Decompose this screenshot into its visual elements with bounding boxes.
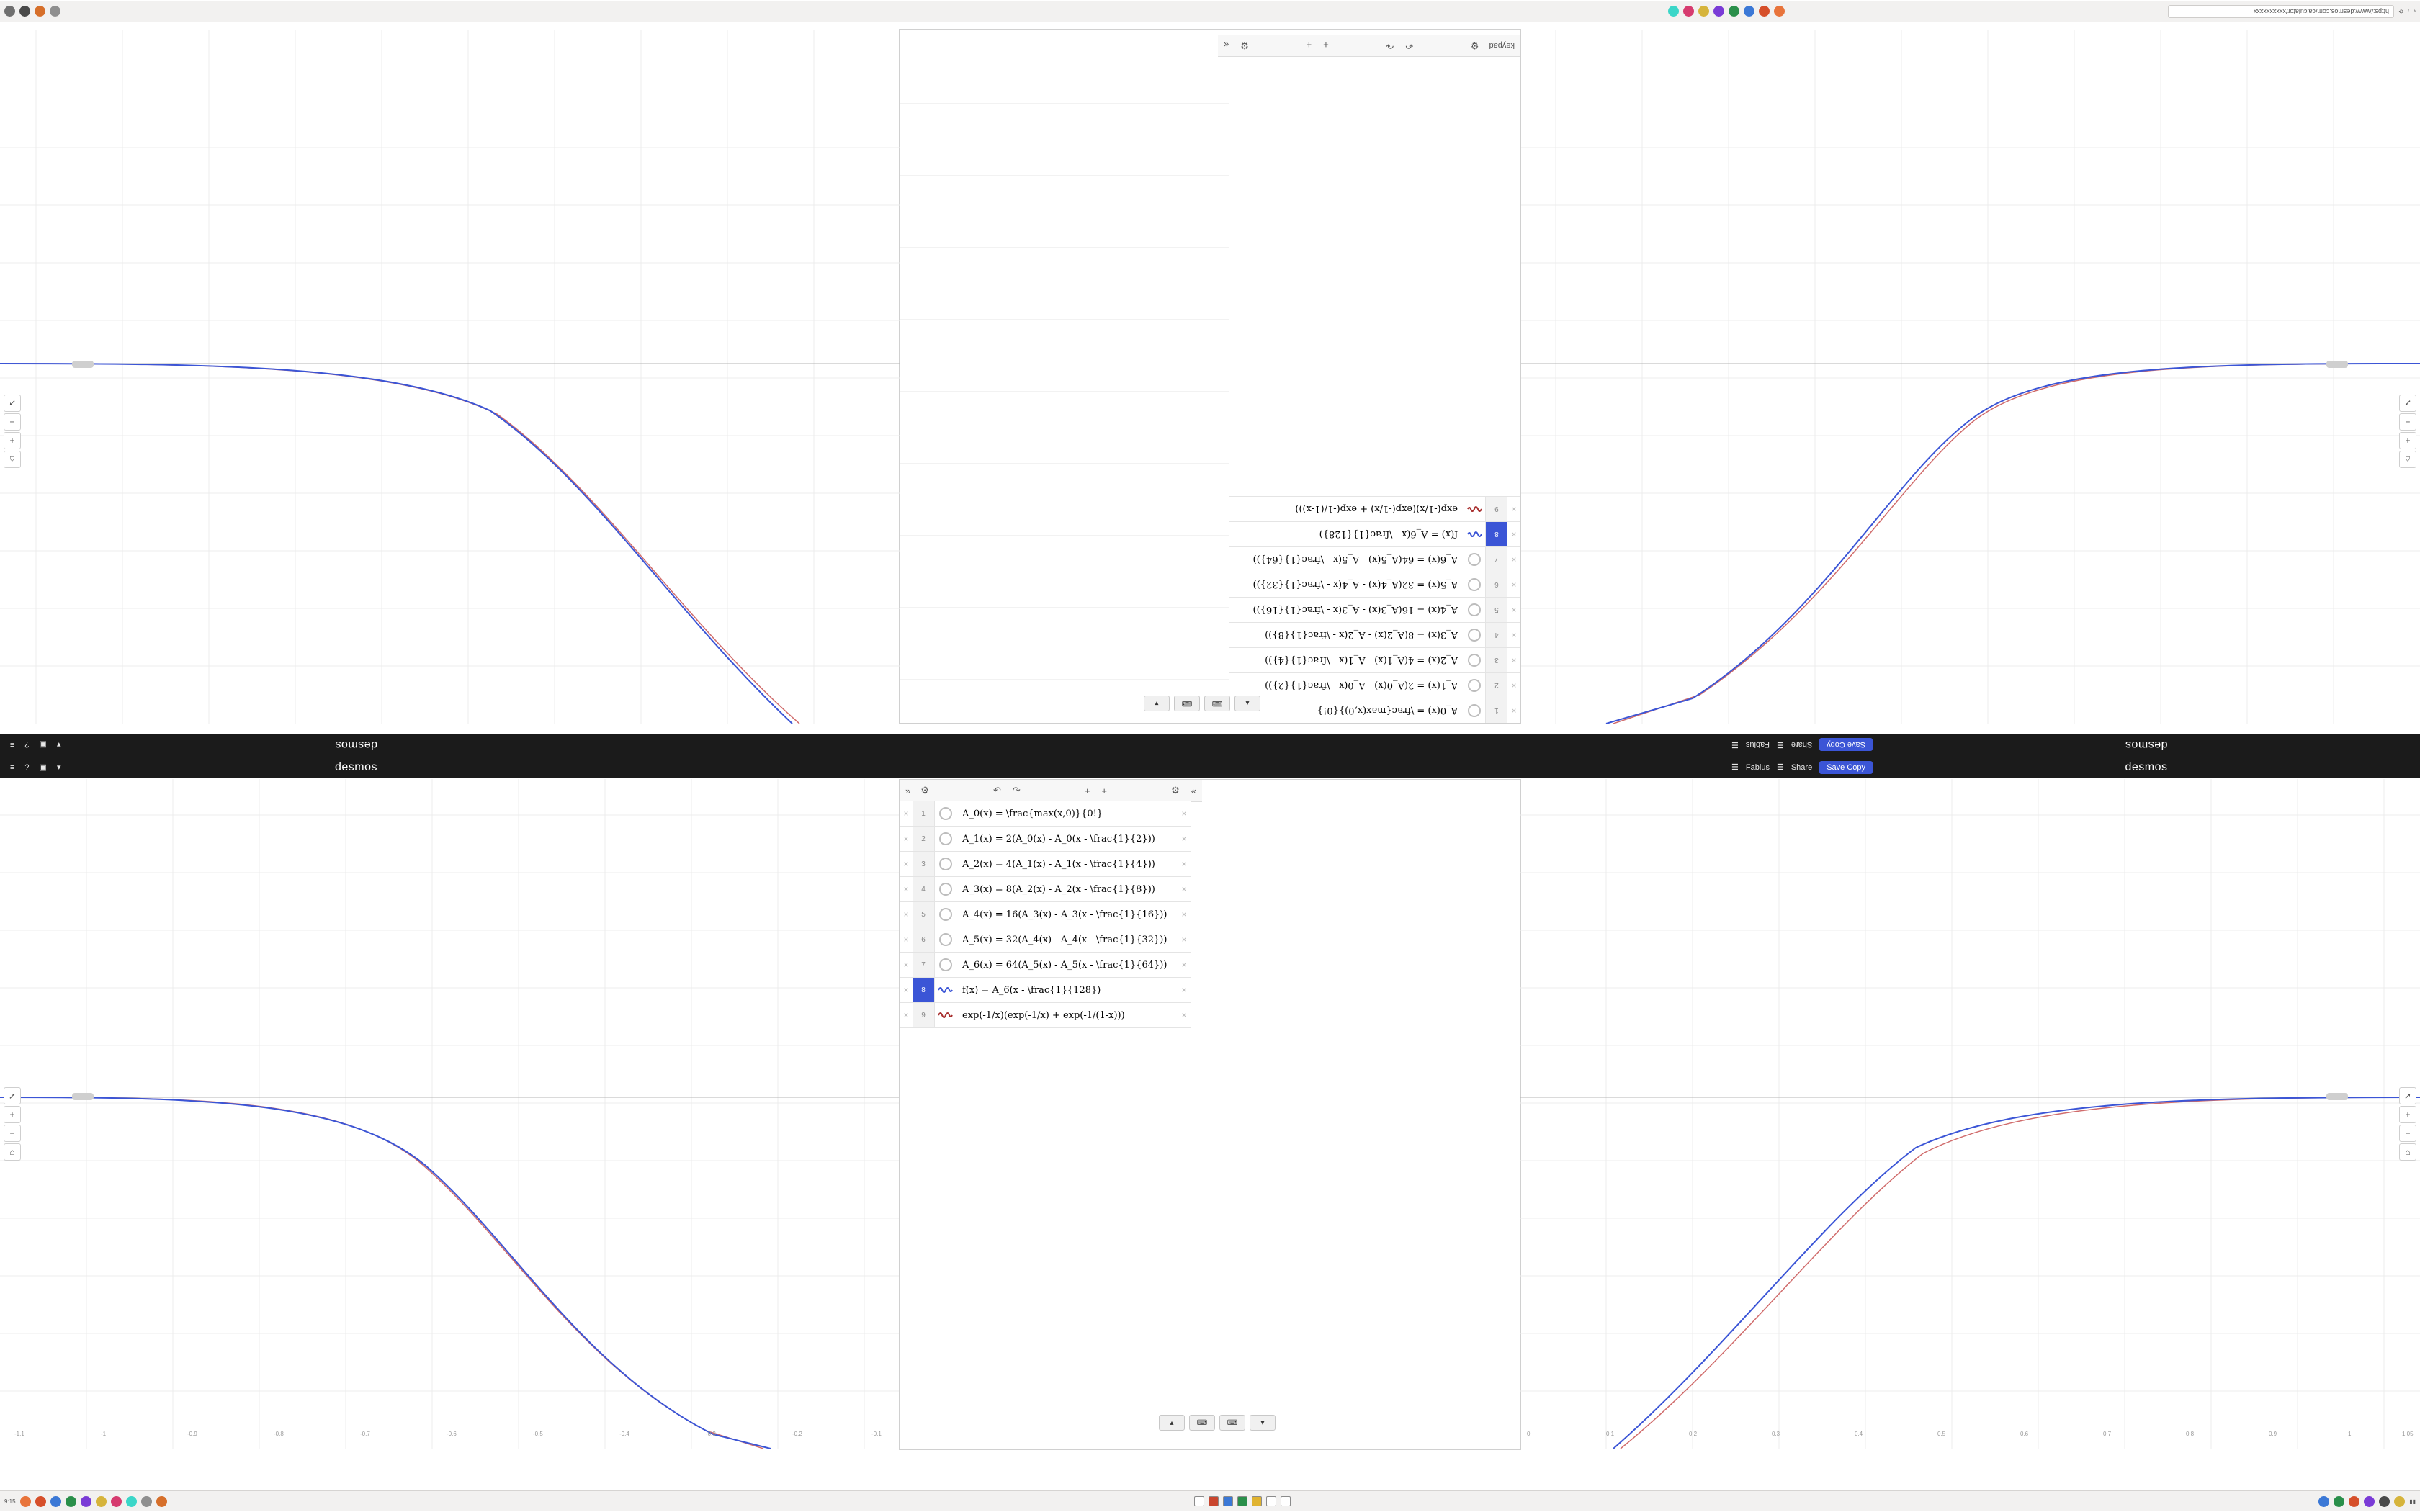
add-expression-button[interactable]: + bbox=[1084, 785, 1090, 796]
delete-row-icon[interactable]: × bbox=[903, 859, 909, 869]
home-button[interactable]: ⌂ bbox=[4, 1143, 21, 1161]
row-trailing-x-icon[interactable]: × bbox=[1181, 935, 1187, 945]
chevron-up-icon[interactable]: ▴ bbox=[1159, 1415, 1185, 1431]
circle-swatch-icon[interactable] bbox=[935, 852, 956, 876]
desmos-logo-3[interactable]: desmos bbox=[334, 760, 377, 773]
x-tick-label: 1.05 bbox=[2402, 1431, 2414, 1437]
wave-swatch-icon[interactable] bbox=[935, 1003, 956, 1027]
x-tick-label: -0.5 bbox=[533, 1431, 543, 1437]
bottom-taskbar bbox=[0, 1490, 2420, 1511]
math-expression[interactable]: A_0(x) = \frac{max(x,0)}{0!} bbox=[1317, 705, 1458, 716]
graph-settings-icon[interactable]: ⚙ bbox=[1240, 40, 1249, 51]
math-expression[interactable]: A_5(x) = 32(A_4(x) - A_4(x - \frac{1}{32})) bbox=[1252, 579, 1458, 590]
math-expression[interactable]: f(x) = A_6(x - \frac{1}{128}) bbox=[962, 984, 1101, 996]
x-tick-label: 0.3 bbox=[1772, 1431, 1780, 1437]
x-tick-label: 0.9 bbox=[2269, 1431, 2277, 1437]
top-left-zoom-controls bbox=[2398, 395, 2417, 468]
math-expression[interactable]: A_2(x) = 4(A_1(x) - A_1(x - \frac{1}{4})) bbox=[1265, 654, 1458, 666]
math-expression[interactable]: A_2(x) = 4(A_1(x) - A_1(x - \frac{1}{4})) bbox=[962, 858, 1155, 870]
hamburger-icon-2[interactable]: ☰ bbox=[1776, 763, 1784, 772]
expression-row-5[interactable] bbox=[1229, 597, 1520, 622]
desmos-logo-4[interactable]: desmos bbox=[2125, 760, 2168, 773]
save-icon[interactable]: ▣ bbox=[39, 740, 47, 749]
expression-row-1[interactable] bbox=[1229, 698, 1520, 723]
circle-swatch-icon[interactable] bbox=[1464, 673, 1485, 698]
math-expression[interactable]: A_3(x) = 8(A_2(x) - A_2(x - \frac{1}{8})) bbox=[1265, 629, 1458, 641]
delete-row-icon[interactable]: × bbox=[903, 834, 909, 844]
keypad-button-2[interactable]: ⌨ bbox=[1219, 1415, 1245, 1431]
math-expression[interactable]: A_4(x) = 16(A_3(x) - A_3(x - \frac{1}{16})) bbox=[1252, 604, 1458, 616]
save-copy-button-2[interactable]: Save Copy bbox=[1819, 761, 1873, 774]
delete-row-icon[interactable]: × bbox=[903, 1010, 909, 1020]
graph-settings-icon[interactable]: ⚙ bbox=[1171, 785, 1180, 796]
circle-swatch-icon[interactable] bbox=[1464, 623, 1485, 647]
wave-swatch-icon[interactable] bbox=[935, 978, 956, 1002]
math-expression[interactable]: A_3(x) = 8(A_2(x) - A_2(x - \frac{1}{8})) bbox=[962, 883, 1155, 895]
math-expression[interactable]: exp(-1/x)(exp(-1/x) + exp(-1/(1-x))) bbox=[1295, 503, 1458, 515]
top-right-zoom-controls bbox=[3, 395, 22, 468]
delete-row-icon[interactable]: × bbox=[1511, 554, 1517, 564]
row-index: 2 bbox=[913, 827, 935, 851]
home-button[interactable]: ⌂ bbox=[2399, 1143, 2416, 1161]
x-tick-label: 0.7 bbox=[2103, 1431, 2112, 1437]
undo-button[interactable]: ↶ bbox=[1405, 40, 1414, 51]
graph-title[interactable]: Fabius bbox=[1745, 740, 1770, 750]
circle-swatch-icon[interactable] bbox=[1464, 698, 1485, 723]
desmos-logo[interactable]: desmos bbox=[2125, 739, 2168, 752]
save-icon[interactable]: ▣ bbox=[39, 763, 47, 772]
circle-swatch-icon[interactable] bbox=[935, 927, 956, 952]
bottom-graph-area[interactable] bbox=[1191, 780, 1520, 1449]
brand-bar-top bbox=[0, 734, 2420, 756]
zoom-out-button[interactable]: − bbox=[4, 413, 21, 431]
keypad-button[interactable]: ⌨ bbox=[1204, 696, 1230, 711]
row-index: 3 bbox=[1485, 648, 1507, 672]
delete-row-icon[interactable]: × bbox=[1511, 605, 1517, 615]
collapse-button-2[interactable]: « bbox=[1191, 785, 1196, 796]
redo-button[interactable]: ↷ bbox=[1012, 785, 1021, 796]
share-button[interactable]: Share bbox=[1791, 740, 1813, 750]
top-expression-toolbar bbox=[1218, 35, 1520, 57]
row-index: 9 bbox=[1485, 497, 1507, 521]
zoom-in-button-2[interactable]: + bbox=[1101, 785, 1108, 796]
x-tick-label: -1 bbox=[101, 1431, 107, 1437]
bottom-half bbox=[0, 756, 2420, 1512]
row-index: 6 bbox=[913, 927, 935, 952]
share-button-2[interactable]: Share bbox=[1791, 762, 1813, 772]
delete-row-icon[interactable]: × bbox=[1511, 630, 1517, 640]
x-tick-label: -0.9 bbox=[187, 1431, 197, 1437]
zoom-out-button[interactable]: − bbox=[4, 1125, 21, 1142]
keypad-button-2[interactable]: ⌨ bbox=[1174, 696, 1200, 711]
row-trailing-x-icon[interactable]: × bbox=[1181, 809, 1187, 819]
zoom-in-button[interactable]: + bbox=[2399, 1106, 2416, 1123]
keypad-icon[interactable]: keypad bbox=[1489, 41, 1515, 50]
collapse-panel-button[interactable]: » bbox=[905, 785, 911, 796]
x-tick-label: 0.1 bbox=[1606, 1431, 1615, 1437]
delete-row-icon[interactable]: × bbox=[1511, 655, 1517, 665]
top-calculator-panel bbox=[899, 29, 1521, 724]
expression-row-4[interactable] bbox=[900, 877, 1191, 902]
redo-button[interactable]: ↷ bbox=[1386, 40, 1394, 51]
expression-row-5[interactable] bbox=[900, 902, 1191, 927]
delete-row-icon[interactable]: × bbox=[1511, 706, 1517, 716]
x-tick-label: -0.7 bbox=[360, 1431, 370, 1437]
x-tick-label: -0.6 bbox=[447, 1431, 457, 1437]
math-expression[interactable]: A_6(x) = 64(A_5(x) - A_5(x - \frac{1}{64})) bbox=[1252, 554, 1458, 565]
row-index: 6 bbox=[1485, 572, 1507, 597]
bottom-left-graph[interactable] bbox=[0, 779, 899, 1449]
math-expression[interactable]: A_5(x) = 32(A_4(x) - A_4(x - \frac{1}{32})) bbox=[962, 934, 1168, 945]
circle-swatch-icon[interactable] bbox=[1464, 547, 1485, 572]
add-expression-button[interactable]: + bbox=[1323, 40, 1329, 51]
desmos-logo-2[interactable]: desmos bbox=[334, 739, 377, 752]
circle-swatch-icon[interactable] bbox=[935, 877, 956, 901]
delete-row-icon[interactable]: × bbox=[903, 909, 909, 919]
circle-swatch-icon[interactable] bbox=[935, 827, 956, 851]
chevron-up-icon[interactable]: ▴ bbox=[1234, 696, 1260, 711]
expression-row-4[interactable] bbox=[1229, 622, 1520, 647]
x-tick-label: -0.3 bbox=[706, 1431, 716, 1437]
row-index: 8 bbox=[913, 978, 935, 1002]
zoom-in-button[interactable]: + bbox=[2399, 432, 2416, 449]
chevron-down-icon[interactable]: ▾ bbox=[56, 763, 61, 772]
row-trailing-x-icon[interactable]: × bbox=[1181, 985, 1187, 995]
row-trailing-x-icon[interactable]: × bbox=[1181, 960, 1187, 970]
top-browser-chrome bbox=[0, 1, 2420, 22]
home-button[interactable]: ⌂ bbox=[2399, 451, 2416, 468]
row-index: 1 bbox=[913, 801, 935, 826]
x-tick-label: 0 bbox=[1527, 1431, 1531, 1437]
menu-icon[interactable]: ≡ bbox=[10, 740, 15, 750]
top-right-graph[interactable] bbox=[0, 30, 900, 724]
x-tick-label: 0.4 bbox=[1855, 1431, 1863, 1437]
row-index: 9 bbox=[913, 1003, 935, 1027]
menu-icon[interactable]: ≡ bbox=[10, 762, 15, 772]
top-graph-area[interactable] bbox=[900, 30, 1229, 723]
circle-swatch-icon[interactable] bbox=[935, 902, 956, 927]
row-index: 5 bbox=[913, 902, 935, 927]
math-expression[interactable]: A_1(x) = 2(A_0(x) - A_0(x - \frac{1}{2})) bbox=[1265, 680, 1458, 691]
bottom-left-zoom-controls bbox=[3, 1087, 22, 1161]
save-copy-button[interactable]: Save Copy bbox=[1819, 739, 1873, 752]
expression-row-3[interactable] bbox=[1229, 647, 1520, 672]
top-left-graph[interactable] bbox=[1521, 30, 2420, 724]
bottom-graph-buttons bbox=[1159, 1413, 1276, 1432]
circle-swatch-icon[interactable] bbox=[1464, 572, 1485, 597]
row-index: 4 bbox=[1485, 623, 1507, 647]
delete-row-icon[interactable]: × bbox=[903, 960, 909, 970]
x-tick-label: 0.6 bbox=[2020, 1431, 2029, 1437]
expression-row-3[interactable] bbox=[900, 852, 1191, 877]
top-graph-buttons bbox=[1144, 694, 1260, 713]
x-tick-label: -1.1 bbox=[14, 1431, 24, 1437]
row-index: 2 bbox=[1485, 673, 1507, 698]
wave-swatch-icon[interactable] bbox=[1464, 497, 1485, 521]
list-icon[interactable]: ☰ bbox=[1731, 763, 1739, 772]
graph-title-2[interactable]: Fabius bbox=[1745, 762, 1770, 772]
expression-row-6[interactable] bbox=[900, 927, 1191, 953]
chevron-down-icon[interactable]: ▾ bbox=[1250, 1415, 1276, 1431]
circle-swatch-icon[interactable] bbox=[935, 953, 956, 977]
circle-swatch-icon[interactable] bbox=[935, 801, 956, 826]
pointer-tool-icon[interactable]: ➚ bbox=[2399, 395, 2416, 412]
top-expression-list[interactable] bbox=[1229, 496, 1520, 723]
zoom-out-button[interactable]: − bbox=[2399, 1125, 2416, 1142]
bottom-right-graph[interactable] bbox=[1520, 779, 2420, 1449]
back-icon[interactable]: ‹ bbox=[2414, 8, 2416, 15]
home-button[interactable]: ⌂ bbox=[4, 451, 21, 468]
zoom-in-button[interactable]: + bbox=[1306, 40, 1312, 51]
chevron-down-icon[interactable]: ▾ bbox=[1144, 696, 1170, 711]
expression-row-1[interactable] bbox=[900, 801, 1191, 827]
row-index: 7 bbox=[1485, 547, 1507, 572]
wave-swatch-icon[interactable] bbox=[1464, 522, 1485, 546]
expression-row-8[interactable] bbox=[900, 978, 1191, 1003]
collapse-panel-button[interactable]: « bbox=[1224, 40, 1229, 51]
gear-icon[interactable]: ⚙ bbox=[1470, 40, 1479, 51]
hamburger-icon[interactable]: ☰ bbox=[1776, 740, 1784, 749]
bottom-expression-list[interactable] bbox=[900, 801, 1191, 1028]
forward-icon[interactable]: › bbox=[2407, 8, 2410, 15]
math-expression[interactable]: A_1(x) = 2(A_0(x) - A_0(x - \frac{1}{2})) bbox=[962, 833, 1155, 845]
network-icon[interactable]: ▮▮ bbox=[2409, 1498, 2416, 1505]
circle-swatch-icon[interactable] bbox=[1464, 598, 1485, 622]
list-icon[interactable]: ☰ bbox=[1731, 740, 1739, 749]
row-trailing-x-icon[interactable]: × bbox=[1181, 859, 1187, 869]
delete-row-icon[interactable]: × bbox=[1511, 580, 1517, 590]
row-index: 7 bbox=[913, 953, 935, 977]
chevron-down-icon[interactable]: ▾ bbox=[56, 740, 61, 749]
row-index: 4 bbox=[913, 877, 935, 901]
gear-icon[interactable]: ⚙ bbox=[920, 785, 929, 796]
math-expression[interactable]: exp(-1/x)(exp(-1/x) + exp(-1/(1-x))) bbox=[962, 1009, 1125, 1021]
math-expression[interactable]: A_0(x) = \frac{max(x,0)}{0!} bbox=[962, 808, 1103, 819]
help-icon[interactable]: ? bbox=[24, 740, 30, 750]
expression-row-9[interactable] bbox=[1229, 496, 1520, 521]
clock-label: 9:15 bbox=[4, 1498, 16, 1505]
x-tick-label: 0.5 bbox=[1937, 1431, 1946, 1437]
x-tick-label: -0.1 bbox=[871, 1431, 882, 1437]
x-tick-label: 1 bbox=[2348, 1431, 2352, 1437]
expression-row-7[interactable] bbox=[1229, 546, 1520, 572]
row-trailing-x-icon[interactable]: × bbox=[1181, 834, 1187, 844]
row-index: 5 bbox=[1485, 598, 1507, 622]
pointer-tool-icon[interactable]: ➚ bbox=[4, 395, 21, 412]
brand-bar-bottom bbox=[0, 756, 2420, 778]
x-tick-label: 0.2 bbox=[1689, 1431, 1698, 1437]
circle-swatch-icon[interactable] bbox=[1464, 648, 1485, 672]
zoom-in-button[interactable]: + bbox=[4, 1106, 21, 1123]
pointer-tool-icon[interactable]: ➚ bbox=[2399, 1087, 2416, 1104]
zoom-in-button[interactable]: + bbox=[4, 432, 21, 449]
address-bar[interactable]: https://www.desmos.com/calculator/xxxxxxxxxx bbox=[2168, 5, 2394, 18]
reload-icon[interactable]: ⟳ bbox=[2398, 8, 2403, 15]
x-tick-label: -0.2 bbox=[792, 1431, 802, 1437]
math-expression[interactable]: A_4(x) = 16(A_3(x) - A_3(x - \frac{1}{16})) bbox=[962, 909, 1168, 920]
row-index: 8 bbox=[1485, 522, 1507, 546]
expression-row-8[interactable] bbox=[1229, 521, 1520, 546]
math-expression[interactable]: f(x) = A_6(x - \frac{1}{128}) bbox=[1319, 528, 1458, 540]
help-icon[interactable]: ? bbox=[24, 762, 30, 772]
delete-row-icon[interactable]: × bbox=[903, 985, 909, 995]
row-trailing-x-icon[interactable]: × bbox=[1181, 884, 1187, 894]
math-expression[interactable]: A_6(x) = 64(A_5(x) - A_5(x - \frac{1}{64})) bbox=[962, 959, 1168, 971]
delete-row-icon[interactable]: × bbox=[1511, 504, 1517, 514]
row-trailing-x-icon[interactable]: × bbox=[1181, 909, 1187, 919]
zoom-out-button[interactable]: − bbox=[2399, 413, 2416, 431]
x-tick-label: -0.4 bbox=[619, 1431, 629, 1437]
row-index: 1 bbox=[1485, 698, 1507, 723]
delete-row-icon[interactable]: × bbox=[903, 884, 909, 894]
top-graph-svg bbox=[900, 30, 1229, 723]
bottom-right-zoom-controls bbox=[2398, 1087, 2417, 1161]
bottom-expression-toolbar bbox=[900, 780, 1202, 802]
pointer-tool-icon[interactable]: ➚ bbox=[4, 1087, 21, 1104]
delete-row-icon[interactable]: × bbox=[903, 935, 909, 945]
delete-row-icon[interactable]: × bbox=[903, 809, 909, 819]
undo-button[interactable]: ↶ bbox=[992, 785, 1001, 796]
expression-row-9[interactable] bbox=[900, 1003, 1191, 1028]
x-tick-label: -0.8 bbox=[274, 1431, 284, 1437]
row-index: 3 bbox=[913, 852, 935, 876]
delete-row-icon[interactable]: × bbox=[1511, 529, 1517, 539]
row-trailing-x-icon[interactable]: × bbox=[1181, 1010, 1187, 1020]
x-tick-label: 0.8 bbox=[2186, 1431, 2195, 1437]
bottom-calculator-panel bbox=[899, 779, 1521, 1450]
delete-row-icon[interactable]: × bbox=[1511, 680, 1517, 690]
expression-row-6[interactable] bbox=[1229, 572, 1520, 597]
expression-row-2[interactable] bbox=[900, 827, 1191, 852]
expression-row-2[interactable] bbox=[1229, 672, 1520, 698]
expression-row-7[interactable] bbox=[900, 953, 1191, 978]
keypad-button[interactable]: ⌨ bbox=[1189, 1415, 1215, 1431]
